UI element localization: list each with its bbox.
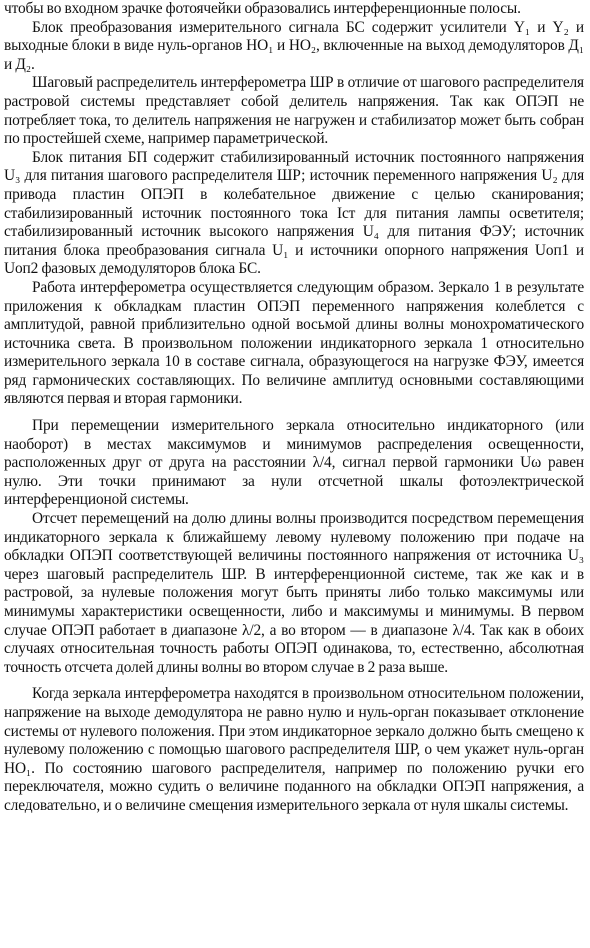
paragraph-power-block: Блок питания БП содержит стабилизированный источник постоянного напряжения U₃ для питания шагового распределителя ШР; источник переменного напряжения U₂ для привода пластин ОПЭП в колебательное движение с целью сканирования; стабилизированный источник постоянного тока Iст для питания лампы осветителя; стабилизированный источник высокого напряжения U₄ для питания ФЭУ; источник питания блока преобразования сигнала U₁ и источники опорного напряжения Uоп1 и Uоп2 фазовых демодуляторов блока БС. <box>4 148 584 278</box>
paragraph-zero-position: Когда зеркала интерферометра находятся в произвольном относительном положении, напряжение на выходе демодулятора не равно нулю и нуль-орган показывает отклонение системы от нулевого положения. При этом индикаторное зеркало должно быть смещено к нулевому положению с помощью шагового распределителя ШР, о чем укажет нуль-орган НО₁. По состоянию шагового распределителя, например по положению ручки его переключателя, можно судить о величине поданного на обкладки ОПЭП напряжения, а следовательно, и о величине смещения измерительного зеркала от нуля шкалы системы. <box>4 685 584 814</box>
paragraph-signal-block: Блок преобразования измерительного сигнала БС содержит усилители Y₁ и Y₂ и выходные блоки в виде нуль-органов НО₁ и НО₂, включенные на выход демодуляторов Д₁ и Д₂. <box>4 18 584 73</box>
paragraph-mirror-movement: При перемещении измерительного зеркала относительно индикаторного (или наоборот) в местах максимумов и минимумов распределения освещенности, расположенных друг от друга на расстоянии λ/4, сигнал первой гармоники Uω равен нулю. Эти точки принимают за нули отсчетной шкалы фотоэлектрической интерференционой системы. <box>4 417 584 509</box>
paragraph-measurement: Отсчет перемещений на долю длины волны производится посредством перемещения индикаторного зеркала к ближайшему левому нулевому положению при подаче на обкладки ОПЭП соответствующей величины постоянного напряжения от источника U₃ через шаговый распределитель ШР. В интерференционной системе, так же как и в растровой, за нулевые положения могут быть приняты либо только максимумы или минимумы характеристики освещенности, либо и максимумы и минимумы. В первом случае ОПЭП работает в диапазоне λ/2, а во втором — в диапазоне λ/4. Так как в обоих случаях относительная точность работы ОПЭП одинакова, то, естественно, абсолютная точность отсчета долей длины волны во втором случае в 2 раза выше. <box>4 510 584 676</box>
paragraph-operation: Работа интерферометра осуществляется следующим образом. Зеркало 1 в результате приложения к обкладкам пластин ОПЭП переменного напряжения колеблется с амплитудой, равной приблизительно одной восьмой длины волны монохроматического источника света. В произвольном положении индикаторного зеркала 1 относительно измерительного зеркала 10 в составе сигнала, образующегося на нагрузке ФЭУ, имеется ряд гармонических составляющих. По величине амплитуд основными составляющими являются первая и вторая гармоники. <box>4 278 584 408</box>
paragraph-continuation: чтобы во входном зрачке фотоячейки образовались интерференционные полосы. <box>4 0 521 17</box>
paragraph-step-distributor: Шаговый распределитель интерферометра ШР в отличие от шагового распределителя растровой системы представляет собой делитель напряжения. Так как ОПЭП не потребляет тока, то делитель напряжения не нагружен и стабилизатор может быть собран по простейшей схеме, например параметрической. <box>4 74 584 148</box>
